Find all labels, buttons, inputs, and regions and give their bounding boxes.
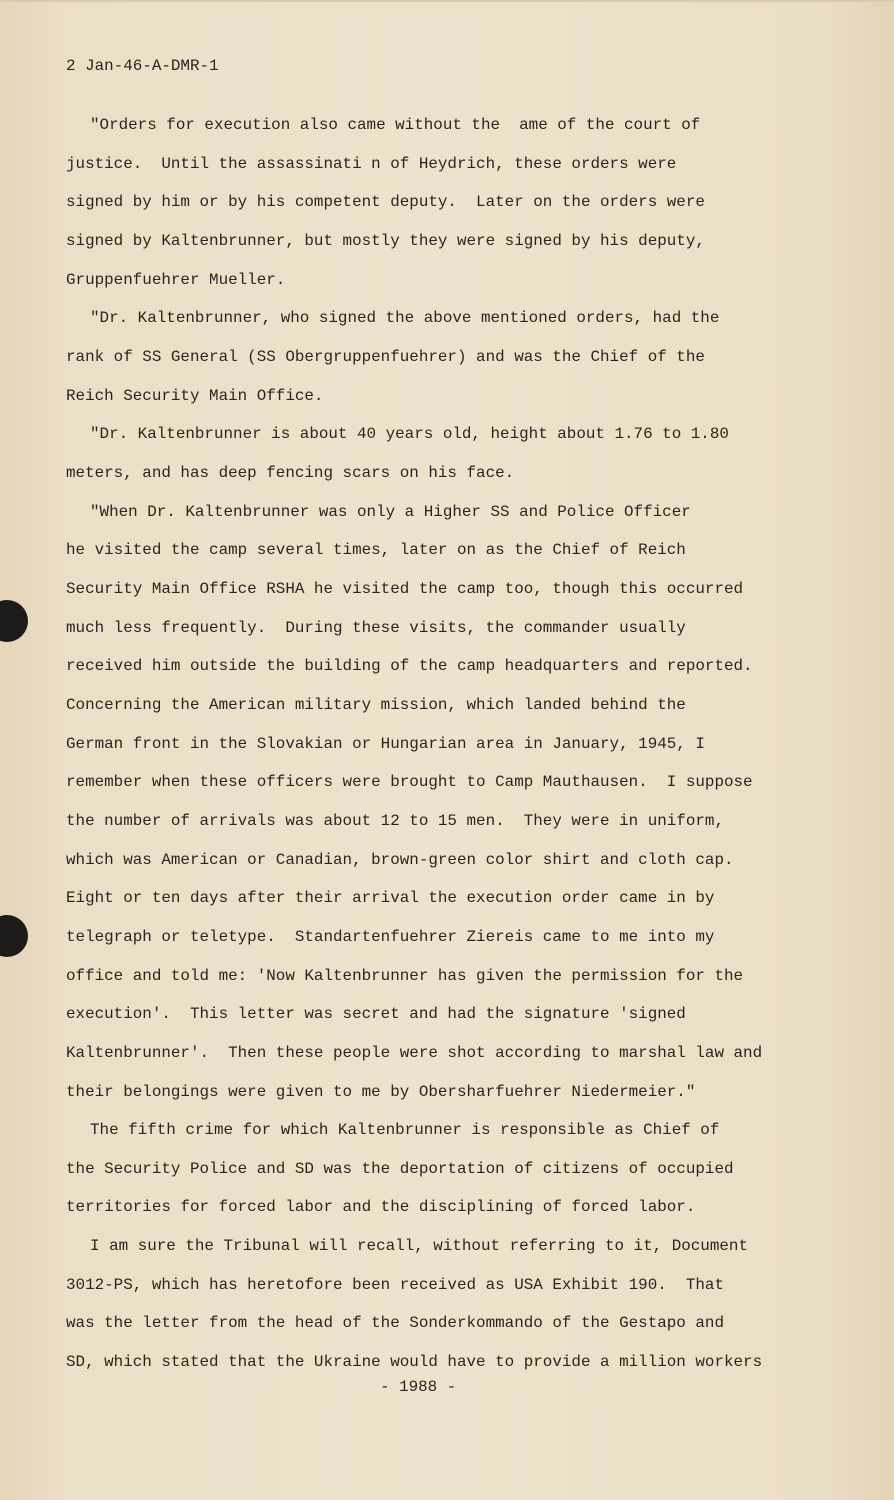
text-line: Gruppenfuehrer Mueller. — [66, 270, 286, 289]
text-line: received him outside the building of the camp headquarters and reported. — [66, 657, 753, 676]
text-line: remember when these officers were brought to Camp Mauthausen. I suppose — [66, 773, 753, 792]
binder-hole — [0, 915, 28, 957]
text-line: "Orders for execution also came without the ame of the court of — [90, 116, 701, 134]
text-line: SD, which stated that the Ukraine would have to provide a million workers — [66, 1353, 763, 1372]
text-line: Eight or ten days after their arrival the execution order came in by — [66, 889, 715, 908]
text-line: Reich Security Main Office. — [66, 386, 324, 405]
text-line: he visited the camp several times, later on as the Chief of Reich — [66, 541, 686, 560]
text-line: much less frequently. During these visits, the commander usually — [66, 618, 686, 637]
text-line: rank of SS General (SS Obergruppenfuehrer) and was the Chief of the — [66, 347, 705, 366]
text-line: Kaltenbrunner'. Then these people were shot according to marshal law and — [66, 1043, 763, 1062]
text-line: the Security Police and SD was the deportation of citizens of occupied — [66, 1159, 734, 1178]
text-line: I am sure the Tribunal will recall, without referring to it, Document — [90, 1237, 748, 1256]
text-line: Concerning the American military mission, which landed behind the — [66, 695, 686, 714]
text-line: "Dr. Kaltenbrunner is about 40 years old, height about 1.76 to 1.80 — [90, 425, 729, 444]
text-line: "When Dr. Kaltenbrunner was only a Higher SS and Police Officer — [90, 502, 691, 521]
text-line: which was American or Canadian, brown-green color shirt and cloth cap. — [66, 850, 734, 869]
document-reference-header: 2 Jan-46-A-DMR-1 — [66, 57, 219, 75]
text-line: execution'. This letter was secret and had the signature 'signed — [66, 1005, 686, 1024]
text-line: meters, and has deep fencing scars on his face. — [66, 463, 515, 482]
text-line: the number of arrivals was about 12 to 15 men. They were in uniform, — [66, 811, 724, 830]
text-line: 3012-PS, which has heretofore been received as USA Exhibit 190. That — [66, 1275, 724, 1294]
text-line: signed by Kaltenbrunner, but mostly they were signed by his deputy, — [66, 231, 705, 250]
text-line: office and told me: 'Now Kaltenbrunner has given the permission for the — [66, 966, 744, 985]
text-line: telegraph or teletype. Standartenfuehrer Ziereis came to me into my — [66, 927, 715, 946]
text-line: signed by him or by his competent deputy. Later on the orders were — [66, 193, 705, 212]
binder-hole — [0, 600, 28, 642]
text-line: was the letter from the head of the Sonderkommando of the Gestapo and — [66, 1314, 724, 1333]
text-line: "Dr. Kaltenbrunner, who signed the above mentioned orders, had the — [90, 309, 720, 328]
text-line: The fifth crime for which Kaltenbrunner is responsible as Chief of — [90, 1121, 720, 1140]
text-line: justice. Until the assassinati n of Heydrich, these orders were — [66, 154, 677, 173]
text-line: their belongings were given to me by Obersharfuehrer Niedermeier." — [66, 1082, 696, 1101]
text-line: territories for forced labor and the disciplining of forced labor. — [66, 1198, 696, 1217]
text-line: German front in the Slovakian or Hungarian area in January, 1945, I — [66, 734, 705, 753]
text-line: Security Main Office RSHA he visited the camp too, though this occurred — [66, 579, 744, 598]
page-number: - 1988 - — [380, 1378, 457, 1396]
page-edge — [0, 0, 894, 2]
